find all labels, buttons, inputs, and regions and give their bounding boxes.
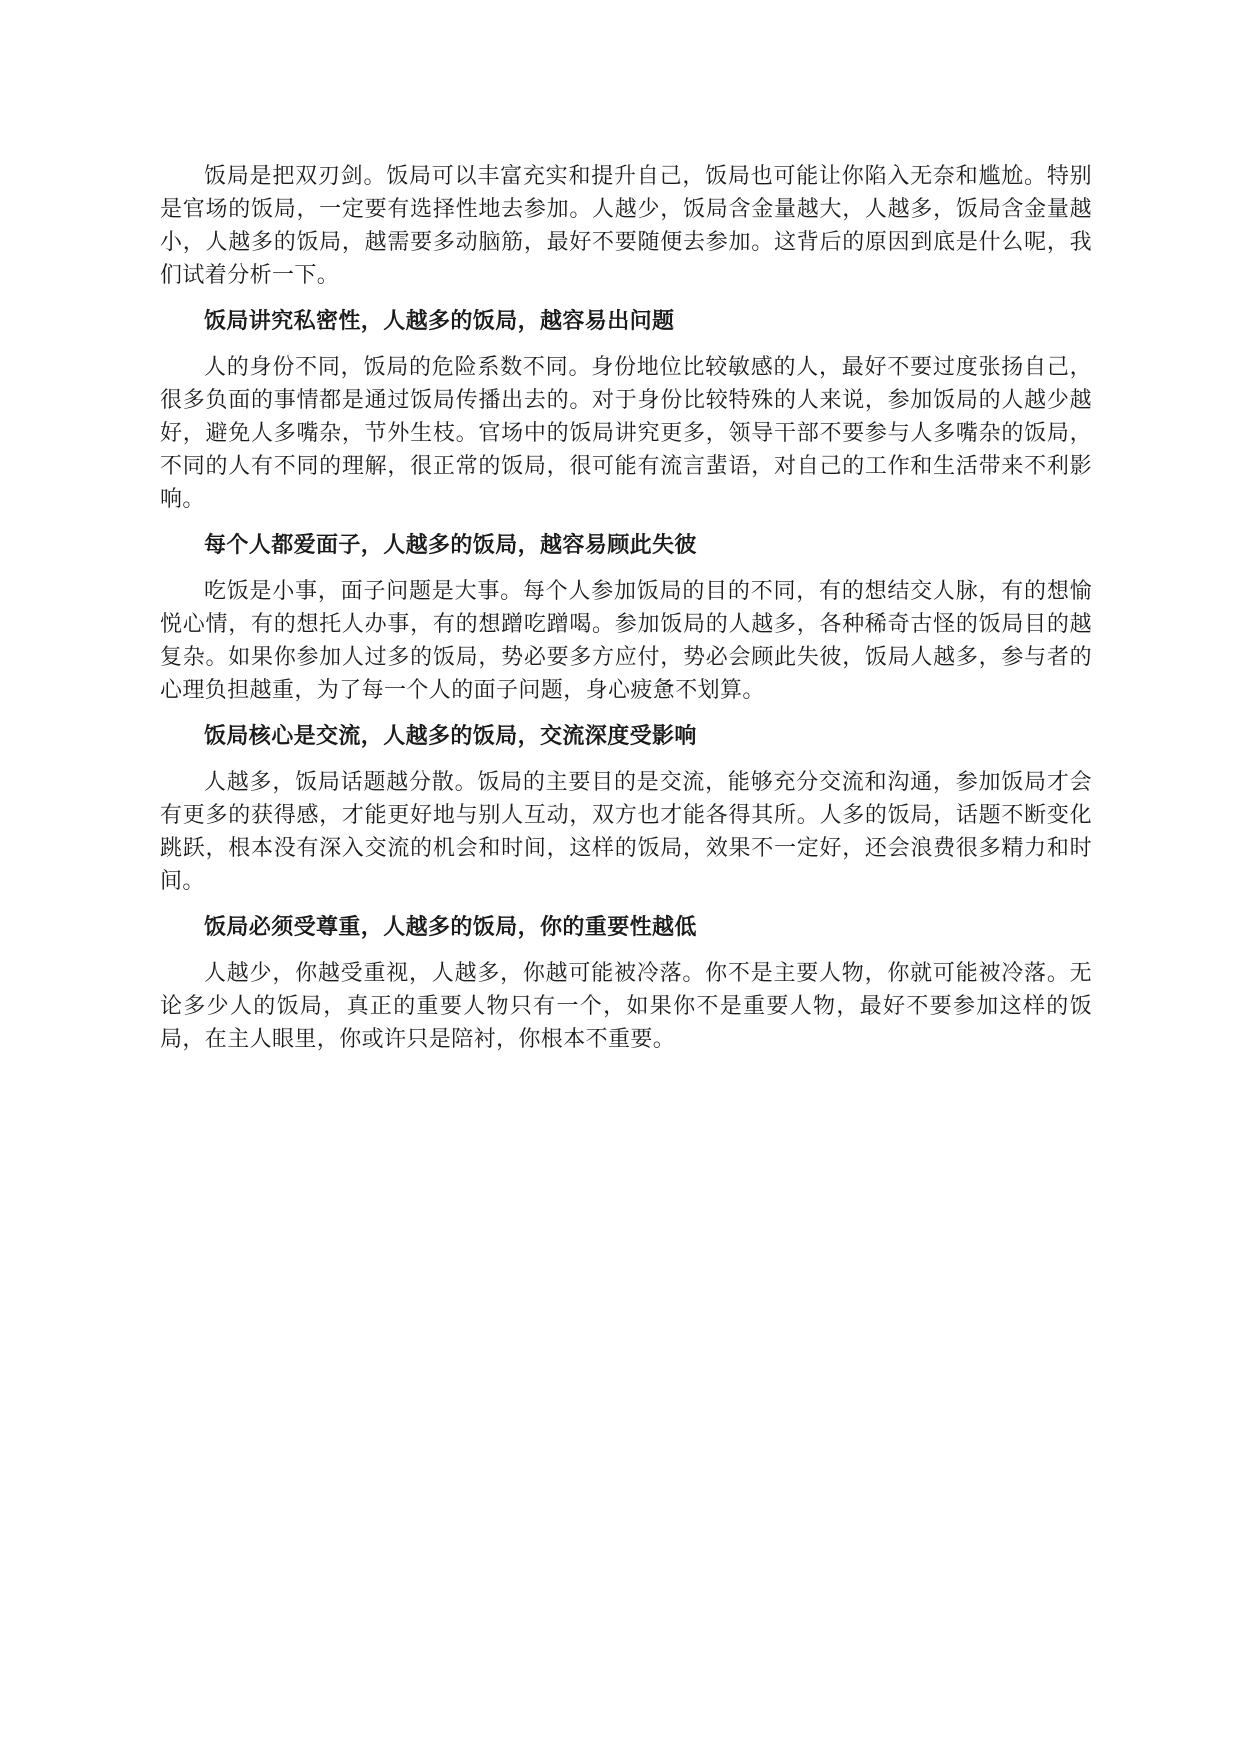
section-heading-face: 每个人都爱面子，人越多的饭局，越容易顾此失彼 xyxy=(204,532,697,558)
section-body-communication: 人越多，饭局话题越分散。饭局的主要目的是交流，能够充分交流和沟通，参加饭局才会有更多的获得感，才能更好地与别人互动，双方也才能各得其所。人多的饭局，话题不断变化跳跃，根本没有深入交流的机会和时间，这样的饭局，效果不一定好，还会浪费很多精力和时间。 xyxy=(160,770,1092,894)
section-heading-privacy: 饭局讲究私密性，人越多的饭局，越容易出问题 xyxy=(204,308,675,334)
intro-paragraph: 饭局是把双刃剑。饭局可以丰富充实和提升自己，饭局也可能让你陷入无奈和尴尬。特别是官场的饭局，一定要有选择性地去参加。人越少，饭局含金量越大，人越多，饭局含金量越小，人越多的饭局，越需要多动脑筋，最好不要随便去参加。这背后的原因到底是什么呢，我们试着分析一下。 xyxy=(160,164,1092,288)
section-body-face: 吃饭是小事，面子问题是大事。每个人参加饭局的目的不同，有的想结交人脉，有的想愉悦心情，有的想托人办事，有的想蹭吃蹭喝。参加饭局的人越多，各种稀奇古怪的饭局目的越复杂。如果你参加人过多的饭局，势必要多方应付，势必会顾此失彼，饭局人越多，参与者的心理负担越重，为了每一个人的面子问题，身心疲惫不划算。 xyxy=(160,579,1092,703)
section-heading-importance: 饭局必须受尊重，人越多的饭局，你的重要性越低 xyxy=(204,914,697,940)
document-page xyxy=(160,160,1092,1069)
section-body-privacy: 人的身份不同，饭局的危险系数不同。身份地位比较敏感的人，最好不要过度张扬自己，很多负面的事情都是通过饭局传播出去的。对于身份比较特殊的人来说，参加饭局的人越少越好，避免人多嘴杂，节外生枝。官场中的饭局讲究更多，领导干部不要参与人多嘴杂的饭局，不同的人有不同的理解，很正常的饭局，很可能有流言蜚语，对自己的工作和生活带来不利影响。 xyxy=(160,355,1092,512)
section-heading-communication: 饭局核心是交流，人越多的饭局，交流深度受影响 xyxy=(204,723,697,749)
section-body-importance: 人越少，你越受重视，人越多，你越可能被冷落。你不是主要人物，你就可能被冷落。无论多少人的饭局，真正的重要人物只有一个，如果你不是重要人物，最好不要参加这样的饭局，在主人眼里，你或许只是陪衬，你根本不重要。 xyxy=(160,961,1092,1052)
